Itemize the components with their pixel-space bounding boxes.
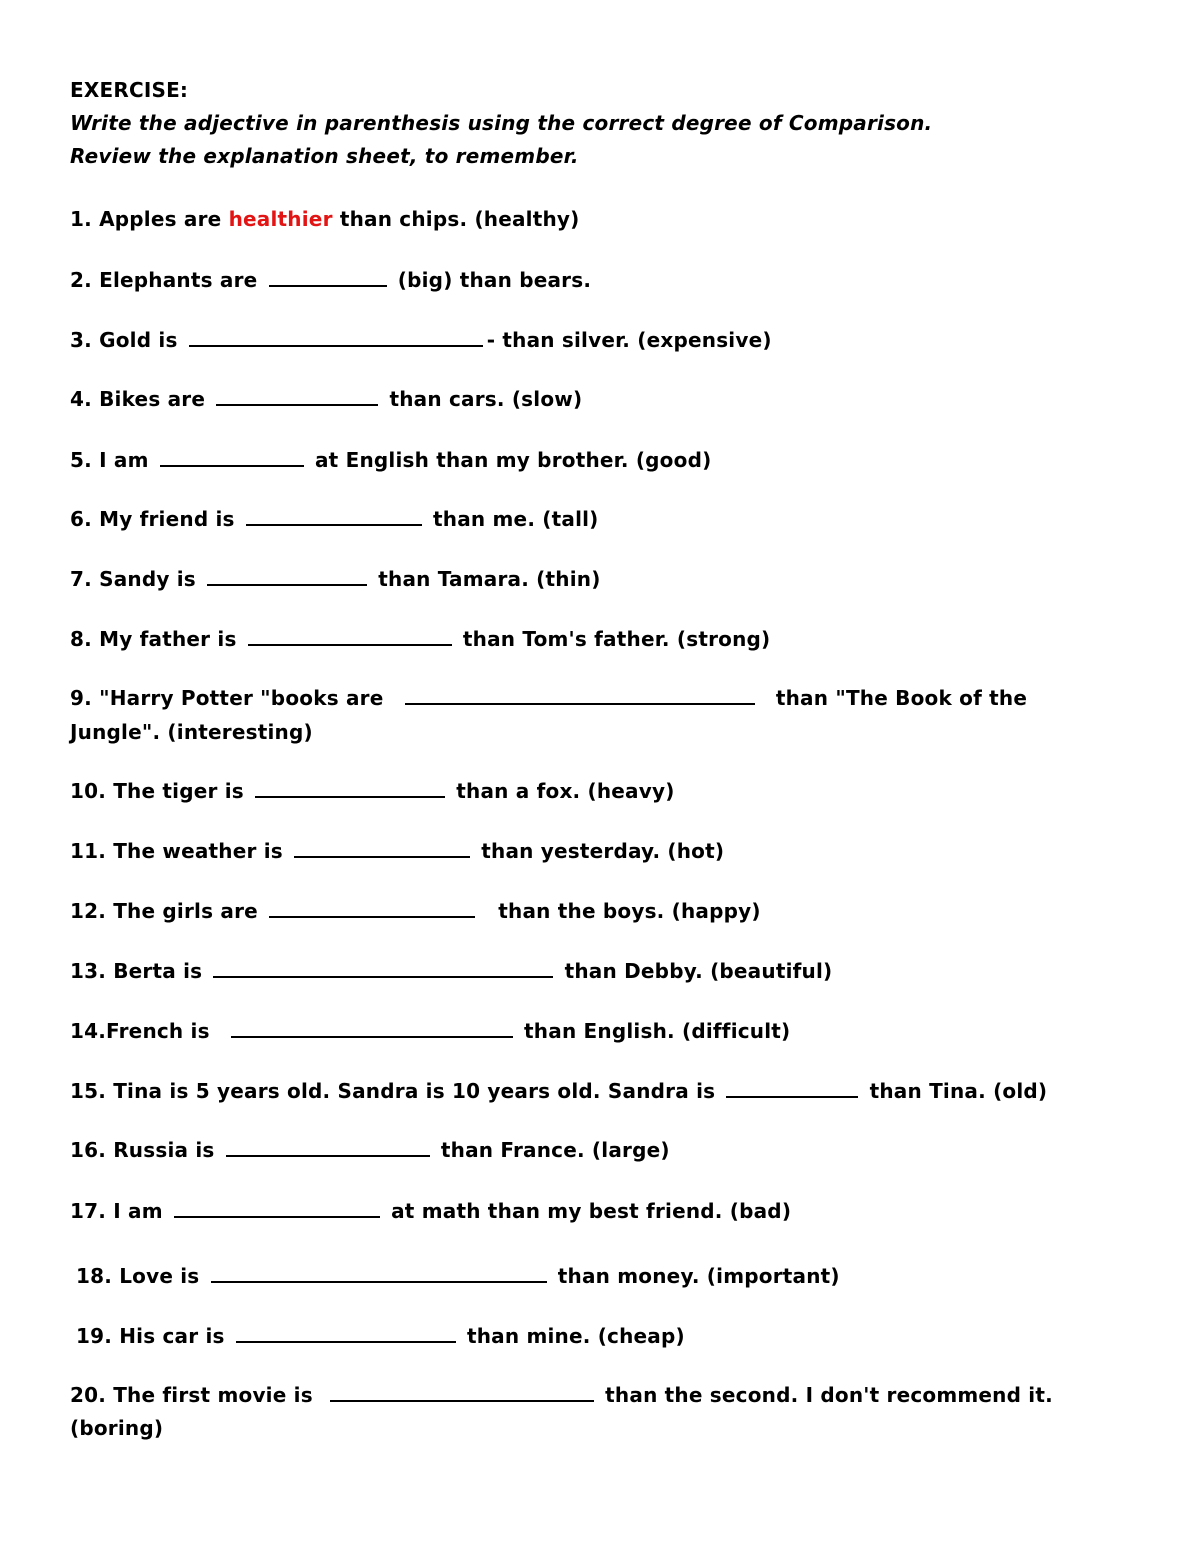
exercise-item-3: [70, 325, 772, 355]
exercise-item-18: [76, 1261, 840, 1291]
item-text-after: than Tamara. (thin): [378, 567, 601, 591]
item-number: 14.: [70, 1019, 107, 1043]
item-text-before: My father is: [99, 627, 237, 651]
answer-blank[interactable]: [213, 956, 553, 978]
item-text-before: I am: [99, 448, 149, 472]
item-text-after: at English than my brother. (good): [314, 448, 712, 472]
item-text-after: than a fox. (heavy): [456, 779, 675, 803]
exercise-item-1: [70, 204, 580, 234]
exercise-item-5: [70, 445, 711, 475]
exercise-item-6: [70, 504, 599, 534]
exercise-item-13: [70, 956, 832, 986]
answer-blank[interactable]: [207, 564, 367, 586]
answer-blank[interactable]: [726, 1076, 858, 1098]
item-number: 4.: [70, 387, 92, 411]
item-text-before: French is: [106, 1019, 210, 1043]
exercise-item-12: [70, 896, 761, 926]
item-number: 18.: [76, 1264, 113, 1288]
item-text-after: than me. (tall): [433, 507, 599, 531]
item-text-after: than English. (difficult): [524, 1019, 791, 1043]
item-text-after: than yesterday. (hot): [481, 839, 725, 863]
answer-blank[interactable]: [226, 1135, 430, 1157]
item-text-before: Apples are: [99, 207, 222, 231]
item-text-after: - than silver. (expensive): [486, 328, 772, 352]
exercise-item-4: [70, 384, 582, 414]
item-text-after: at math than my best friend. (bad): [391, 1199, 792, 1223]
item-text-after: than chips. (healthy): [339, 207, 580, 231]
answer-blank[interactable]: [255, 776, 445, 798]
item-text-after: than France. (large): [440, 1138, 670, 1162]
exercise-item-10: [70, 776, 675, 806]
item-text-before: Tina is 5 years old. Sandra is 10 years old. Sandra is: [113, 1079, 716, 1103]
exercise-item-8: [70, 624, 770, 654]
item-text-after: (big) than bears.: [397, 268, 592, 292]
item-number: 16.: [70, 1138, 107, 1162]
item-text-continued: Jungle". (interesting): [70, 720, 313, 744]
item-text-after: than Debby. (beautiful): [564, 959, 833, 983]
item-number: 1.: [70, 207, 92, 231]
item-text-before: Bikes are: [99, 387, 206, 411]
item-number: 8.: [70, 627, 92, 651]
item-text-after: than Tom's father. (strong): [462, 627, 771, 651]
exercise-item-19: [76, 1321, 685, 1351]
item-text-before: Russia is: [113, 1138, 215, 1162]
item-text-continued: (boring): [70, 1416, 164, 1440]
exercise-item-15: [70, 1076, 1047, 1106]
item-text-before: My friend is: [99, 507, 235, 531]
item-number: 5.: [70, 448, 92, 472]
item-number: 6.: [70, 507, 92, 531]
item-text-after: than Tina. (old): [869, 1079, 1048, 1103]
exercise-item-14: [70, 1016, 790, 1046]
exercise-item-11: [70, 836, 724, 866]
item-text-after: than the second. I don't recommend it.: [605, 1383, 1053, 1407]
exercise-item-20-continued: [70, 1413, 163, 1443]
answer-blank[interactable]: [174, 1196, 380, 1218]
exercise-item-2: [70, 265, 591, 295]
item-text-after: than cars. (slow): [389, 387, 583, 411]
answer-blank[interactable]: [216, 384, 378, 406]
worksheet-page: [70, 74, 1130, 173]
answer-word: healthier: [228, 207, 333, 231]
item-text-before: Love is: [119, 1264, 200, 1288]
item-number: 20.: [70, 1383, 107, 1407]
answer-blank[interactable]: [294, 836, 470, 858]
answer-blank[interactable]: [160, 445, 304, 467]
item-text-after: than money. (important): [557, 1264, 840, 1288]
item-text-after: than mine. (cheap): [466, 1324, 685, 1348]
answer-blank[interactable]: [246, 504, 422, 526]
exercise-item-17: [70, 1196, 791, 1226]
answer-blank[interactable]: [269, 265, 387, 287]
item-text-before: The weather is: [113, 839, 283, 863]
answer-blank[interactable]: [330, 1380, 594, 1402]
item-text-before: His car is: [119, 1324, 225, 1348]
answer-blank[interactable]: [405, 683, 755, 705]
item-text-after: than the boys. (happy): [498, 899, 761, 923]
item-number: 7.: [70, 567, 92, 591]
item-number: 17.: [70, 1199, 107, 1223]
item-text-before: Elephants are: [99, 268, 258, 292]
answer-blank[interactable]: [211, 1261, 547, 1283]
item-text-before: Gold is: [99, 328, 178, 352]
item-number: 2.: [70, 268, 92, 292]
exercise-item-9: [70, 683, 1027, 713]
item-number: 10.: [70, 779, 107, 803]
item-number: 3.: [70, 328, 92, 352]
item-text-before: The tiger is: [113, 779, 244, 803]
exercise-item-9-continued: [70, 717, 313, 747]
exercise-title: EXERCISE:: [70, 78, 189, 102]
item-text-before: The first movie is: [113, 1383, 313, 1407]
answer-blank[interactable]: [236, 1321, 456, 1343]
exercise-item-20: [70, 1380, 1053, 1410]
item-number: 11.: [70, 839, 107, 863]
item-text-before: "Harry Potter "books are: [99, 686, 384, 710]
item-text-before: Berta is: [113, 959, 203, 983]
item-number: 13.: [70, 959, 107, 983]
exercise-item-16: [70, 1135, 670, 1165]
answer-blank[interactable]: [248, 624, 452, 646]
answer-blank[interactable]: [231, 1016, 513, 1038]
answer-blank[interactable]: [269, 896, 475, 918]
item-text-before: Sandy is: [99, 567, 196, 591]
item-number: 19.: [76, 1324, 113, 1348]
item-text-before: The girls are: [113, 899, 258, 923]
item-number: 15.: [70, 1079, 107, 1103]
item-number: 9.: [70, 686, 92, 710]
answer-blank[interactable]: [189, 325, 483, 347]
exercise-item-7: [70, 564, 601, 594]
item-text-before: I am: [113, 1199, 163, 1223]
item-number: 12.: [70, 899, 107, 923]
instruction-line-2: Review the explanation sheet, to remember.: [70, 144, 579, 168]
instruction-line-1: Write the adjective in parenthesis using the correct degree of Comparison.: [70, 111, 933, 135]
item-text-after: than "The Book of the: [775, 686, 1028, 710]
